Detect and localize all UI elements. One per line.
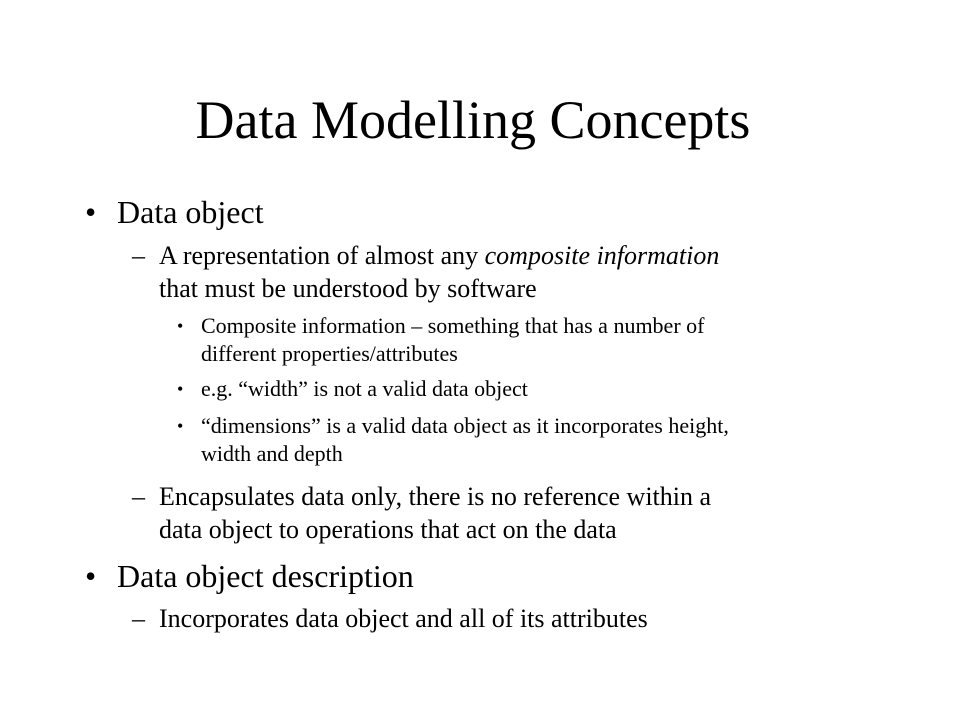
bullet-marker: • (177, 416, 184, 436)
representation-italic-text: composite information (484, 241, 720, 270)
subitem-encapsulates-line2: data object to operations that act on the data (159, 515, 617, 544)
subitem-representation-line1 (159, 240, 719, 272)
dash-marker: – (132, 482, 145, 511)
bullet-data-object-description: Data object description (117, 558, 414, 594)
bullet-marker: • (85, 558, 97, 594)
dash-marker: – (132, 604, 145, 633)
subsubitem-dimensions-line1: “dimensions” is a valid data object as it incorporates height, (201, 413, 729, 438)
representation-text: A representation of almost any (159, 241, 485, 270)
subitem-incorporates: Incorporates data object and all of its attributes (159, 604, 648, 633)
subsubitem-dimensions-line2: width and depth (201, 441, 343, 466)
dash-marker: – (132, 241, 145, 270)
bullet-marker: • (85, 194, 97, 230)
subitem-encapsulates-line1: Encapsulates data only, there is no reference within a (159, 482, 712, 511)
slide-title: Data Modelling Concepts (195, 90, 751, 150)
subitem-representation-line2: that must be understood by software (159, 274, 537, 303)
bullet-marker: • (177, 316, 184, 336)
subsubitem-width-example: e.g. “width” is not a valid data object (201, 376, 528, 401)
bullet-data-object: Data object (117, 194, 264, 230)
subsubitem-composite-line1: Composite information – something that has a number of (201, 313, 705, 338)
bullet-marker: • (177, 379, 184, 399)
subsubitem-composite-line2: different properties/attributes (201, 341, 458, 366)
